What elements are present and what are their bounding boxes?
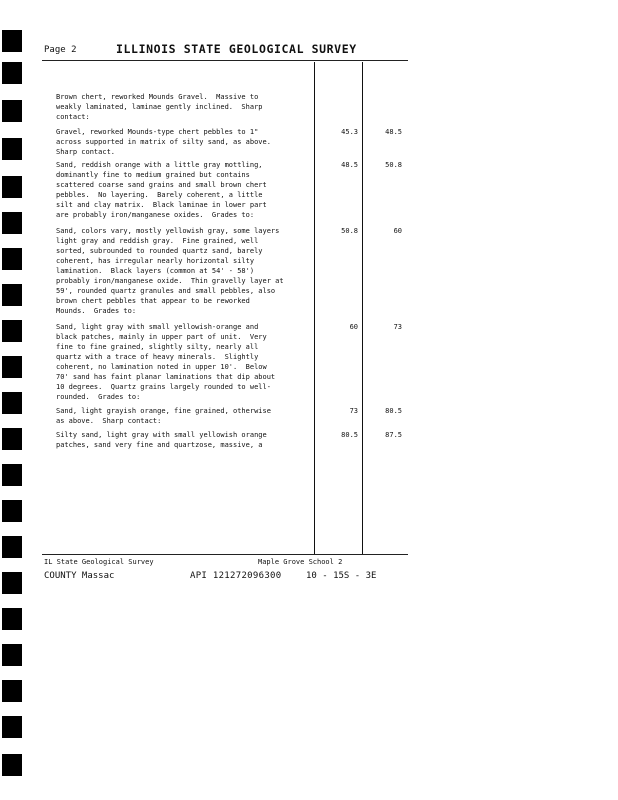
punch-hole	[2, 428, 22, 450]
entry-description: Brown chert, reworked Mounds Gravel. Massive to weakly laminated, laminae gently inclined. Sharp contact:	[56, 93, 263, 121]
survey-title: ILLINOIS STATE GEOLOGICAL SURVEY	[116, 42, 357, 56]
punch-hole	[2, 680, 22, 702]
footer-rule	[42, 554, 408, 555]
punch-hole	[2, 30, 22, 52]
footer-agency: IL State Geological Survey	[44, 558, 154, 566]
punch-hole	[2, 608, 22, 630]
entry-description: Silty sand, light gray with small yellowish orange patches, sand very fine and quartzose, massive, a	[56, 431, 267, 449]
footer-county: COUNTY Massac	[44, 571, 115, 581]
entry-top-depth: 60	[349, 323, 358, 331]
entry-top-depth: 48.5	[341, 161, 358, 169]
footer-section-location: 10 - 15S - 3E	[306, 571, 377, 581]
entry-bottom-depth: 87.5	[385, 431, 402, 439]
page-number: Page 2	[44, 45, 77, 55]
footer-well-name: Maple Grove School 2	[258, 558, 343, 566]
entry-top-depth: 80.5	[341, 431, 358, 439]
entry-top-depth: 73	[349, 407, 358, 415]
footer-api-number: API 121272096300	[190, 571, 282, 581]
entry-bottom-depth: 60	[393, 227, 402, 235]
punch-hole	[2, 320, 22, 342]
entry-top-depth: 45.3	[341, 128, 358, 136]
entry-description: Sand, colors vary, mostly yellowish gray, some layers light gray and reddish gray. Fine grained, well sorted, subrounded to rounded quartz sand, barely coherent, has irregular nearly horizontal silty lamination. Black layers (common at 54' - 58') probably iron/manganese oxide. Thin gravelly layer at 59', rounded quartz granules and small pebbles, also brown chert pebbles that appear to be reworked Mounds. Grades to:	[56, 227, 284, 315]
punch-hole	[2, 536, 22, 558]
header-rule	[42, 60, 408, 61]
entry-bottom-depth: 73	[393, 323, 402, 331]
punch-hole	[2, 392, 22, 414]
entry-bottom-depth: 48.5	[385, 128, 402, 136]
punch-hole	[2, 138, 22, 160]
entry-description: Sand, reddish orange with a little gray mottling, dominantly fine to medium grained but contains scattered coarse sand grains and small brown chert pebbles. No layering. Barely coherent, a little silt and clay matrix. Black laminae in lower part are probably iron/manganese oxides. Grades to:	[56, 161, 267, 219]
punch-hole	[2, 212, 22, 234]
page-header	[44, 42, 404, 58]
punch-hole	[2, 100, 22, 122]
punch-hole	[2, 716, 22, 738]
punch-hole	[2, 500, 22, 522]
entry-top-depth: 50.8	[341, 227, 358, 235]
entry-bottom-depth: 80.5	[385, 407, 402, 415]
entry-bottom-depth: 50.8	[385, 161, 402, 169]
punch-hole	[2, 356, 22, 378]
entry-description: Sand, light grayish orange, fine grained, otherwise as above. Sharp contact:	[56, 407, 271, 425]
punch-hole	[2, 176, 22, 198]
punch-hole	[2, 644, 22, 666]
entry-description: Gravel, reworked Mounds-type chert pebbles to 1" across supported in matrix of silty sand, as above. Sharp contact.	[56, 128, 271, 156]
punch-hole	[2, 62, 22, 84]
punch-hole	[2, 284, 22, 306]
punch-hole	[2, 464, 22, 486]
column-divider-top	[314, 62, 315, 554]
punch-hole	[2, 248, 22, 270]
entry-description: Sand, light gray with small yellowish-orange and black patches, mainly in upper part of unit. Very fine to fine grained, slightly silty, nearly all quartz with a trace of heavy minerals. Slightly coherent, no lamination noted in upper 10'. Below 70' sand has faint planar laminations that dip about 10 degrees. Quartz grains largely rounded to well- rounded. Grades to:	[56, 323, 276, 401]
punch-hole	[2, 572, 22, 594]
punch-hole	[2, 754, 22, 776]
